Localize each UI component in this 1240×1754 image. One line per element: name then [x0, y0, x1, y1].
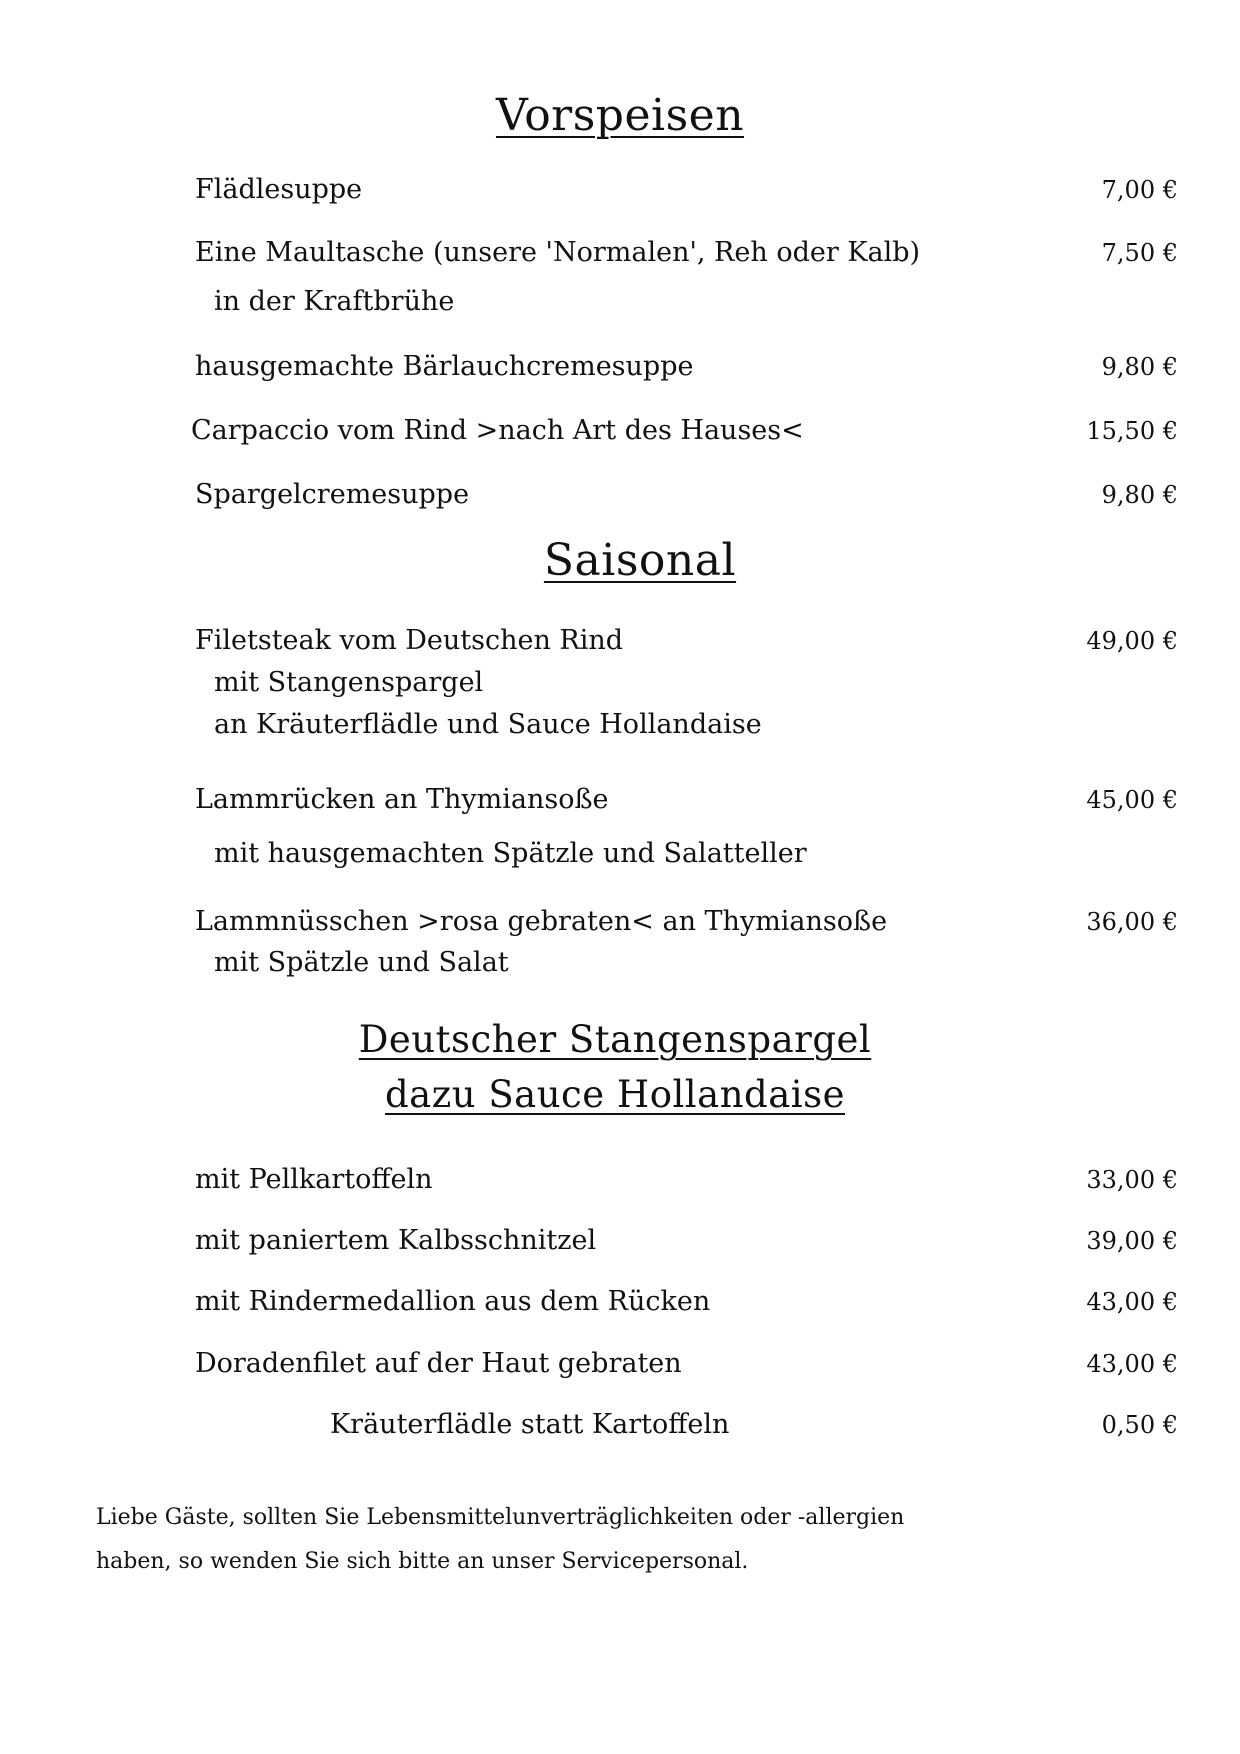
section-title-vorspeisen: Vorspeisen [495, 90, 745, 141]
menu-item-price: 15,50 € [1086, 417, 1178, 445]
menu-item-price: 36,00 € [1086, 908, 1178, 936]
menu-item-price: 9,80 € [1101, 481, 1178, 509]
menu-item-price: 49,00 € [1086, 627, 1178, 655]
menu-item-name: mit Pellkartoffeln [195, 1164, 433, 1195]
menu-item-price: 9,80 € [1101, 353, 1178, 381]
menu-item-description: mit Spätzle und Salat [214, 947, 509, 978]
menu-item-description: in der Kraftbrühe [214, 286, 455, 317]
menu-item-name: Eine Maultasche (unsere 'Normalen', Reh oder Kalb) [195, 237, 921, 268]
menu-item-price: 7,00 € [1101, 176, 1178, 204]
menu-item-price: 0,50 € [1101, 1411, 1178, 1439]
section-title-saisonal: Saisonal [543, 535, 737, 586]
section-title-spargel-line1: Deutscher Stangenspargel [358, 1018, 872, 1061]
menu-item-name: Kräuterflädle statt Kartoffeln [330, 1409, 730, 1440]
menu-item-price: 7,50 € [1101, 239, 1178, 267]
menu-item-name: Doradenfilet auf der Haut gebraten [195, 1348, 682, 1379]
section-title-spargel-line2: dazu Sauce Hollandaise [384, 1073, 845, 1116]
menu-item-price: 45,00 € [1086, 786, 1178, 814]
menu-item-description: an Kräuterflädle und Sauce Hollandaise [214, 709, 762, 740]
menu-item-name: Carpaccio vom Rind >nach Art des Hauses< [191, 415, 804, 446]
menu-item-name: Lammnüsschen >rosa gebraten< an Thymiansoße [195, 906, 888, 937]
menu-item-name: Spargelcremesuppe [195, 479, 470, 510]
menu-item-description: mit hausgemachten Spätzle und Salatteller [214, 838, 807, 869]
menu-item-name: Lammrücken an Thymiansoße [195, 784, 609, 815]
allergy-note-line2: haben, so wenden Sie sich bitte an unser Servicepersonal. [96, 1549, 749, 1574]
menu-item-price: 43,00 € [1086, 1350, 1178, 1378]
menu-item-name: hausgemachte Bärlauchcremesuppe [195, 351, 694, 382]
menu-item-name: mit Rindermedallion aus dem Rücken [195, 1286, 711, 1317]
menu-item-name: mit paniertem Kalbsschnitzel [195, 1225, 597, 1256]
menu-item-price: 43,00 € [1086, 1288, 1178, 1316]
menu-item-price: 33,00 € [1086, 1166, 1178, 1194]
menu-item-description: mit Stangenspargel [214, 667, 484, 698]
menu-item-price: 39,00 € [1086, 1227, 1178, 1255]
allergy-note-line1: Liebe Gäste, sollten Sie Lebensmittelunverträglichkeiten oder -allergien [96, 1505, 905, 1530]
menu-item-name: Filetsteak vom Deutschen Rind [195, 625, 624, 656]
menu-item-name: Flädlesuppe [195, 174, 363, 205]
